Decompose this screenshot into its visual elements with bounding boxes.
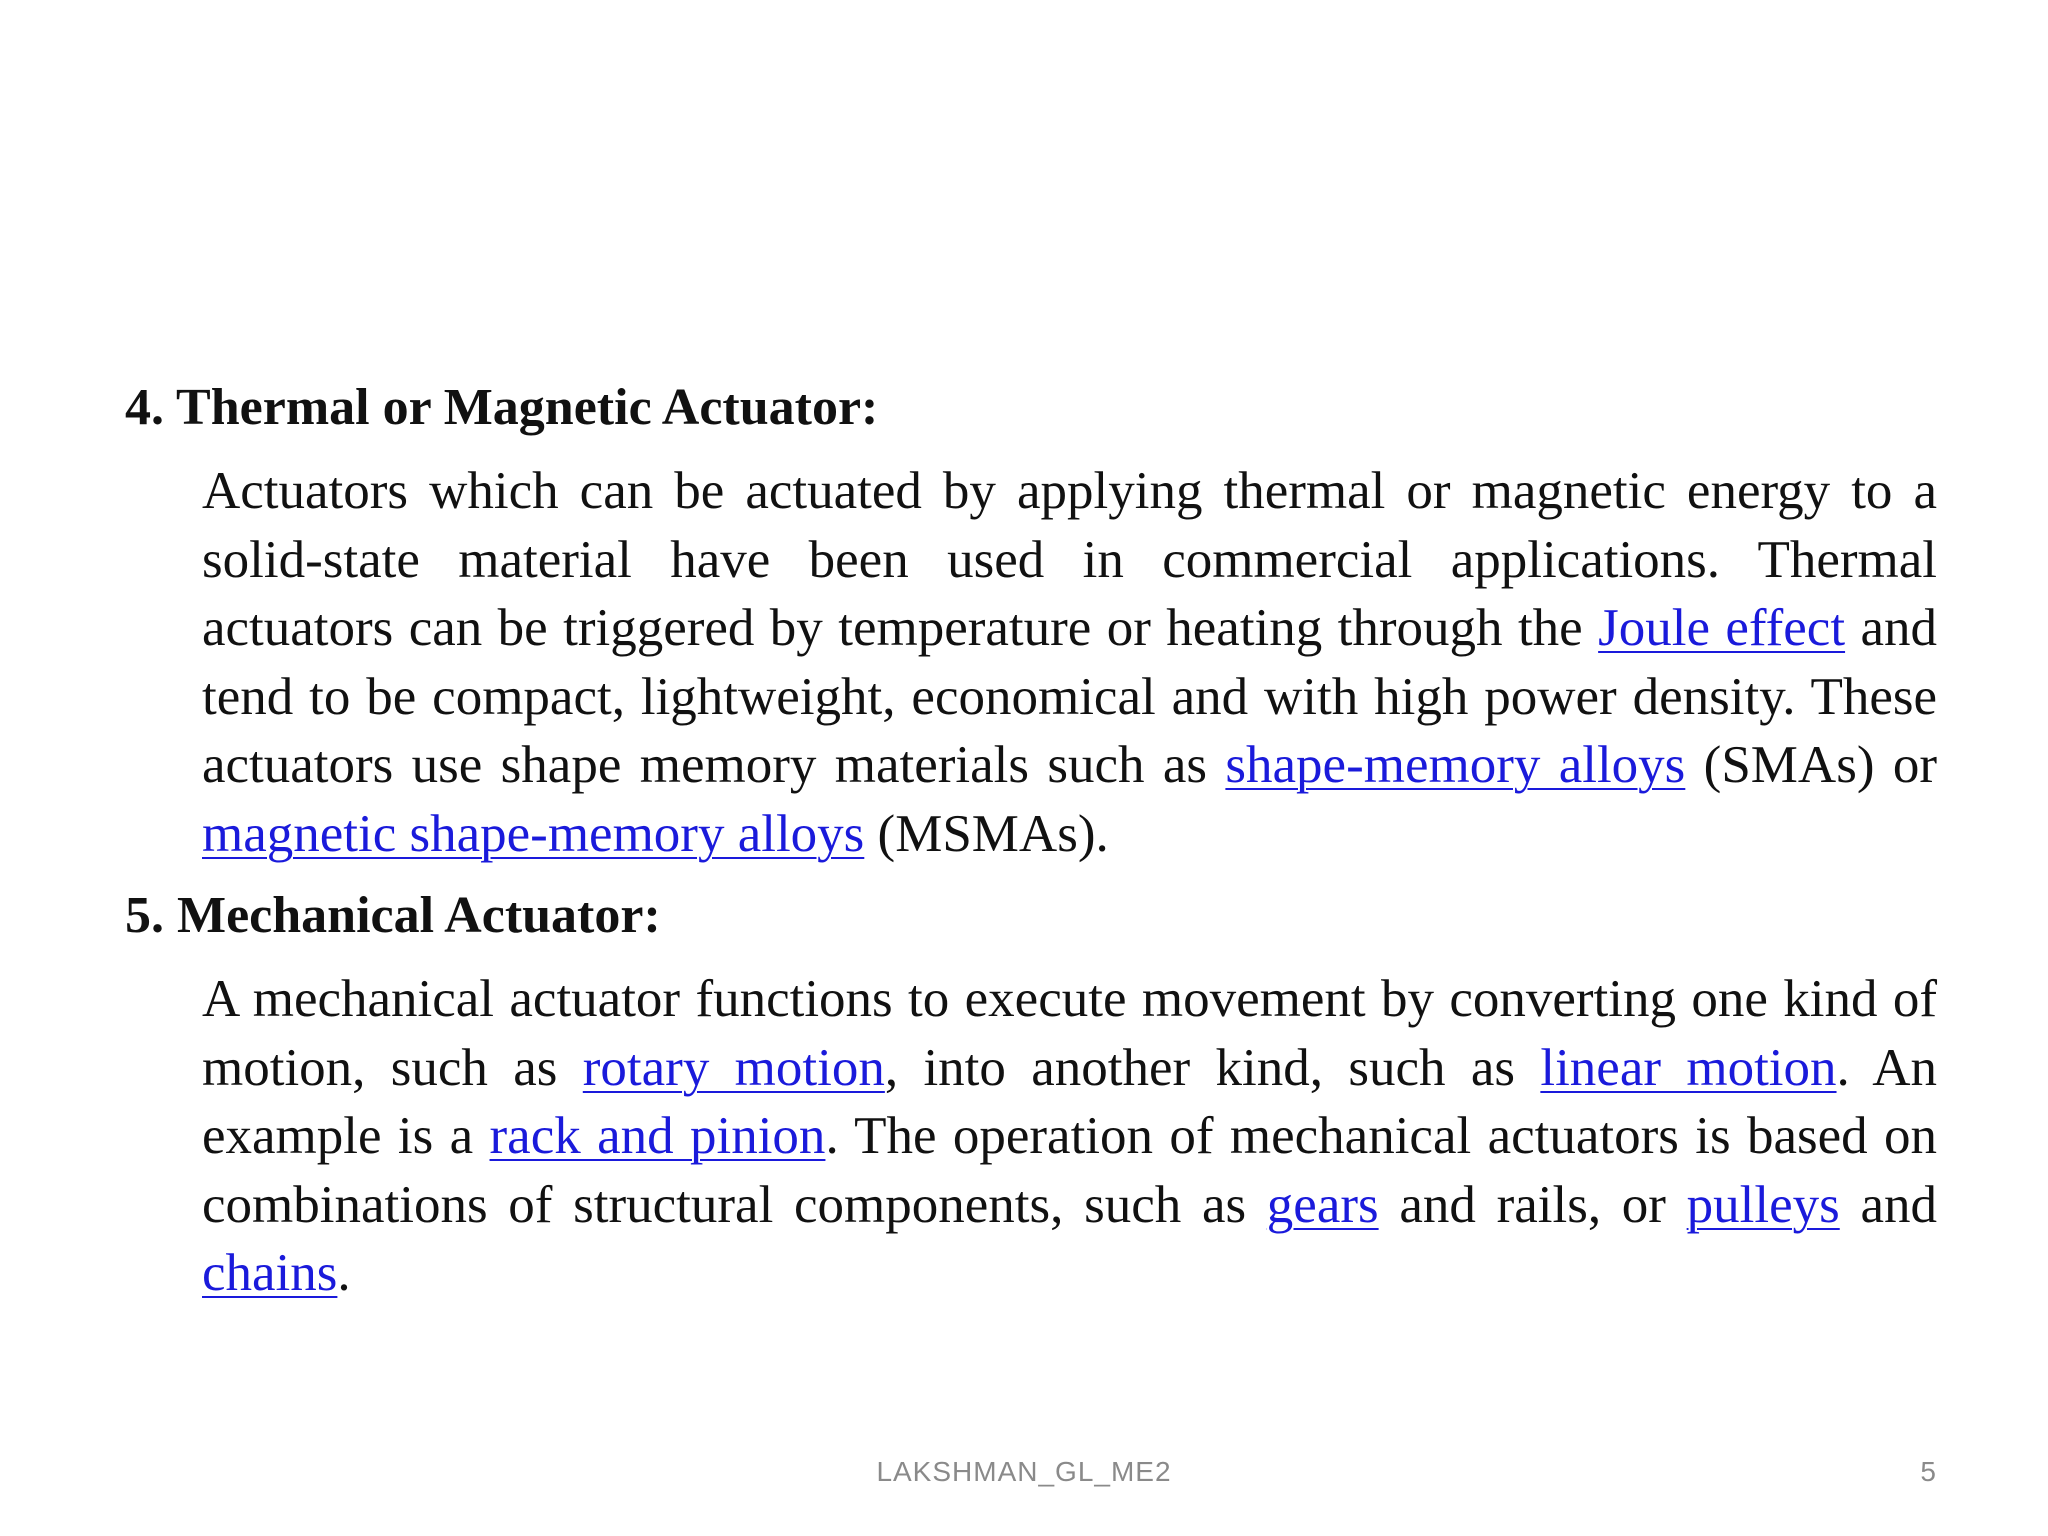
link-pulleys[interactable]: pulleys [1686,1175,1840,1234]
page-number: 5 [1920,1456,1936,1487]
paragraph-text: (MSMAs). [864,804,1109,863]
paragraph-text: and [1839,1175,1937,1234]
paragraph-text: . The operation of mechanical actuators is based on combinations of structural components, such as [202,1107,1938,1234]
link-linear-motion[interactable]: linear motion [1540,1038,1837,1097]
paragraph-text: . [337,1244,351,1303]
link-joule-effect[interactable]: Joule effect [1598,599,1846,658]
link-rack-and-pinion[interactable]: rack and pinion [489,1107,826,1166]
footer-author: LAKSHMAN_GL_ME2 [876,1456,1172,1487]
paragraph-text: Actuators which can be actuated by applying thermal or magnetic energy to a solid-state material have been used in commercial applications. Thermal actuators can be triggered by temperature or heating through the [202,462,1937,658]
paragraph-text: . An example is a [202,1038,1937,1166]
paragraph-text: A mechanical actuator functions to execute movement by converting one kind of motion, such as [202,970,1937,1097]
link-chains[interactable]: chains [202,1244,338,1303]
link-magnetic-shape-memory-alloys[interactable]: magnetic shape-memory alloys [202,804,865,863]
paragraph-mechanical [202,965,1937,1308]
paragraph-text: , into another kind, such as [884,1038,1541,1097]
link-shape-memory-alloys[interactable]: shape-memory alloys [1225,736,1686,795]
link-rotary-motion[interactable]: rotary motion [582,1038,885,1097]
section-heading-thermal-magnetic: 4. Thermal or Magnetic Actuator: [125,379,879,436]
paragraph-text: and tend to be compact, lightweight, economical and with high power density. These actuators use shape memory materials such as [202,599,1937,795]
link-gears[interactable]: gears [1266,1175,1379,1234]
paragraph-thermal-magnetic [202,457,1937,869]
section-heading-mechanical: 5. Mechanical Actuator: [125,887,661,944]
paragraph-text: and rails, or [1378,1175,1687,1234]
paragraph-text: (SMAs) or [1685,736,1938,795]
